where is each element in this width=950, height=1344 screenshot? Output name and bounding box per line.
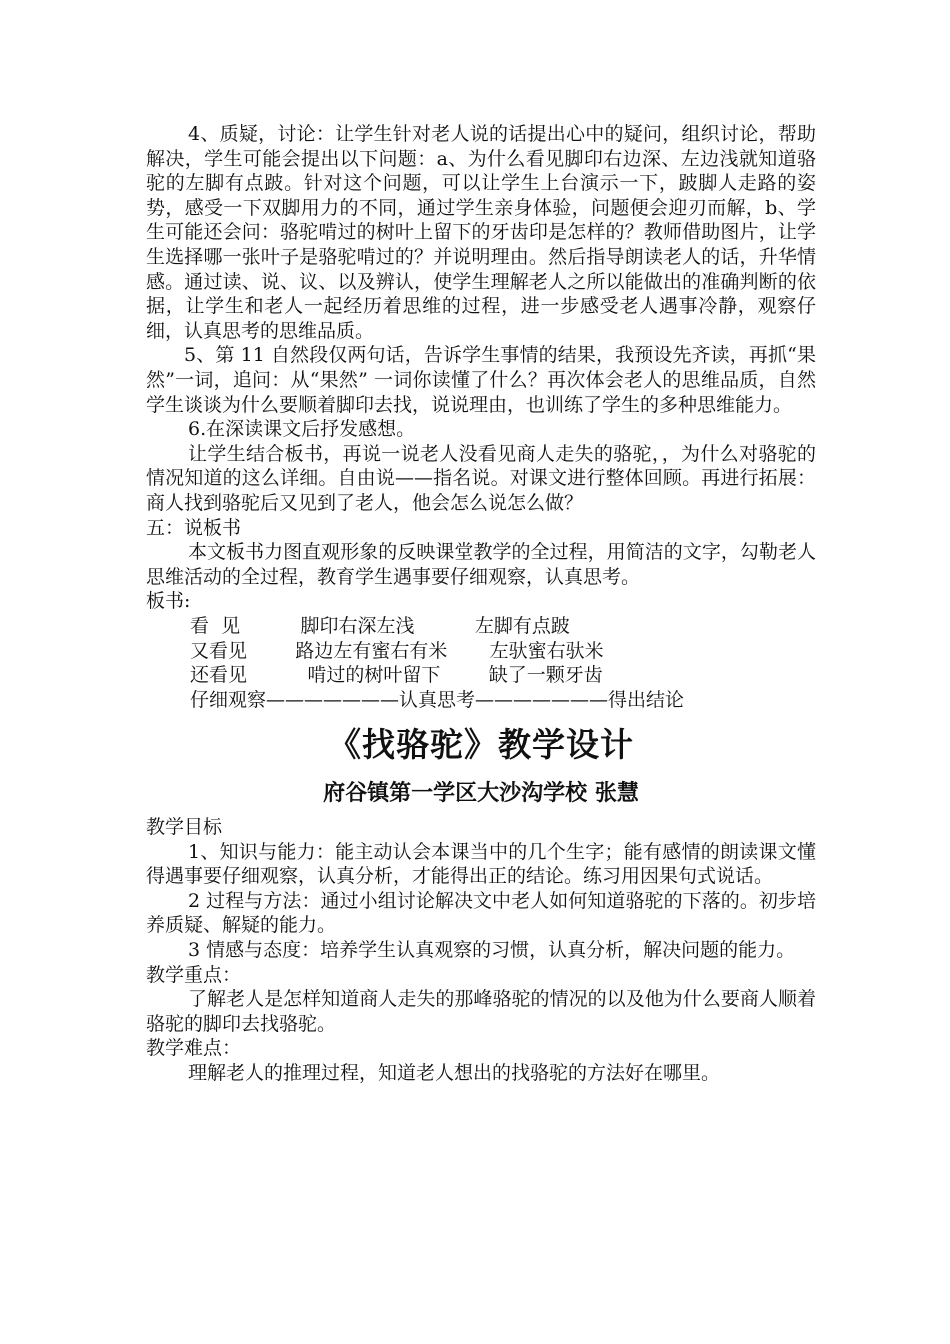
board-row: 仔细观察———————认真思考———————得出结论 xyxy=(190,689,685,712)
board-row: 看 见 脚印右深左浅 左脚有点跛 xyxy=(190,614,570,637)
objective-item: 2 过程与方法：通过小组讨论解决文中老人如何知道骆驼的下落的。初步培养质疑、解疑的能力。 xyxy=(146,889,816,937)
objective-item: 3 情感与态度：培养学生认真观察的习惯，认真分析，解决问题的能力。 xyxy=(188,939,796,962)
document-body xyxy=(146,122,816,1086)
paragraph-questioning-discussion: 4、质疑，讨论：让学生针对老人说的话提出心中的疑问，组织讨论，帮助解决，学生可能会提出以下问题：a、为什么看见脚印右边深、左边浅就知道骆驼的左脚有点跛。针对这个问题，可以让学生上台演示一下，跛脚人走路的姿势，感受一下双脚用力的不同，通过学生亲身体验，问题便会迎刃而解，b、学生可能还会问：骆驼啃过的树叶上留下的牙齿印是怎样的？教师借助图片，让学生选择哪一张叶子是骆驼啃过的？并说明理由。然后指导朗读老人的话，升华情感。通过读、说、议、以及辨认，使学生理解老人之所以能做出的准确判断的依据，让学生和老人一起经历着思维的过程，进一步感受老人遇事冷静，观察仔细，认真思考的思维品质。 xyxy=(146,123,816,342)
difficulty-text: 理解老人的推理过程，知道老人想出的找骆驼的方法好在哪里。 xyxy=(188,1062,721,1084)
board-row: 又看见 路边左有蜜右有米 左驮蜜右驮米 xyxy=(190,639,604,662)
board-design-intro: 本文板书力图直观形象的反映课堂教学的全过程，用简洁的文字，勾勒老人思维活动的全过程，教育学生遇事要仔细观察，认真思考。 xyxy=(146,541,816,588)
page-title: 《找骆驼》教学设计 xyxy=(328,725,634,765)
paragraph-eleventh-section: 5、第 11 自然段仅两句话，告诉学生事情的结果，我预设先齐读，再抓“果然”一词，追问：从“果然” 一词你读懂了什么？再次体会老人的思维品质，自然学生谈谈为什么要顺着脚印去找，说说理由，也训练了学生的多种思维能力。 xyxy=(146,344,816,416)
board-row: 还看见 啃过的树叶留下 缺了一颗牙齿 xyxy=(190,664,603,687)
objective-item: 1、知识与能力：能主动认会本课当中的几个生字；能有感情的朗读课文懂得遇事要仔细观察，认真分析，才能得出正的结论。练习用因果句式说话。 xyxy=(146,840,816,888)
objectives-heading: 教学目标 xyxy=(146,816,223,839)
paragraph-review-extension: 让学生结合板书，再说一说老人没看见商人走失的骆驼，，为什么对骆驼的情况知道的这么详细。自由说——指名说。对课文进行整体回顾。再进行拓展：商人找到骆驼后又见到了老人，他会怎么说怎么做？ xyxy=(146,442,816,514)
paragraph-reflection-heading: 6.在深读课文后抒发感想。 xyxy=(188,418,416,441)
author-line: 府谷镇第一学区大沙沟学校 张慧 xyxy=(323,780,639,807)
key-point-heading: 教学重点： xyxy=(146,963,242,986)
key-point-text: 了解老人是怎样知道商人走失的那峰骆驼的情况的以及他为什么要商人顺着骆驼的脚印去找骆驼。 xyxy=(146,988,816,1035)
board-outline xyxy=(146,614,816,713)
section-five-heading: 五：说板书 xyxy=(146,516,242,539)
difficulty-heading: 教学难点： xyxy=(146,1037,242,1060)
board-label: 板书: xyxy=(146,590,191,613)
